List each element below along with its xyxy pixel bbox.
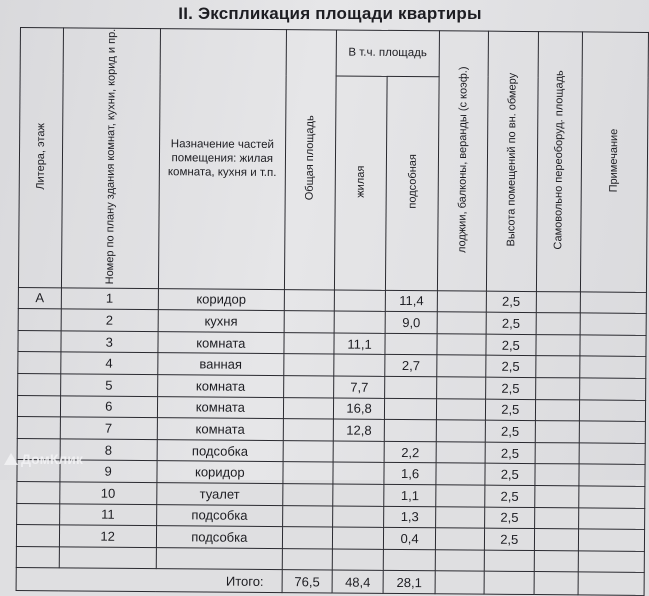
cell-purpose: коридор (158, 288, 284, 311)
cell-living-area (334, 290, 386, 312)
cell-total-area (283, 419, 333, 441)
cell-aux-area: 2,2 (384, 441, 436, 463)
cell-purpose: подсобка (156, 526, 282, 549)
cell-living-area: 11,1 (334, 333, 386, 355)
cell-aux-area (384, 549, 436, 571)
cell-note (579, 421, 645, 443)
cell-loggia (436, 463, 485, 485)
cell-living-area (333, 462, 385, 484)
cell-unauthorized (535, 464, 579, 486)
cell-note (580, 292, 646, 314)
cell-living-area (333, 484, 385, 506)
totals-unauthorized (534, 572, 578, 595)
cell-living-area (333, 441, 385, 463)
cell-height: 2,5 (485, 485, 535, 507)
cell-litera (18, 374, 61, 396)
cell-height: 2,5 (485, 442, 535, 464)
cell-total-area (283, 397, 333, 419)
totals-label: Итого: (16, 568, 282, 593)
header-note: Примечание (580, 32, 648, 292)
cell-aux-area: 11,4 (386, 290, 438, 312)
cell-purpose: подсобка (157, 439, 283, 462)
header-purpose: Назначение частей помещения: жилая комната, кухня и т.п. (158, 29, 286, 290)
cell-purpose: комната (157, 418, 283, 441)
cell-height: 2,5 (486, 312, 536, 334)
cell-loggia (437, 355, 486, 377)
header-room-number: Номер по плану здания комнат, кухни, корид и пр. (61, 28, 160, 288)
cell-aux-area: 0,4 (384, 528, 436, 550)
cell-unauthorized (536, 291, 580, 313)
cell-height: 2,5 (485, 464, 535, 486)
house-logo-icon (4, 453, 18, 465)
cell-loggia (435, 550, 484, 572)
cell-note (579, 400, 645, 422)
cell-height: 2,5 (485, 399, 535, 421)
header-litera: Литера, этаж (18, 28, 63, 288)
cell-room-number: 4 (60, 352, 157, 374)
totals-height (484, 572, 534, 595)
cell-room-number: 9 (60, 460, 157, 482)
cell-total-area (284, 376, 334, 398)
cell-litera (17, 395, 60, 417)
cell-room-number: 3 (61, 331, 158, 353)
cell-room-number: 8 (60, 439, 157, 461)
cell-total-area (283, 440, 333, 462)
cell-unauthorized (535, 399, 579, 421)
cell-purpose: комната (157, 375, 283, 398)
cell-total-area (284, 311, 334, 333)
cell-litera (18, 330, 61, 352)
cell-purpose (156, 547, 282, 570)
cell-total-area (282, 548, 332, 570)
cell-unauthorized (535, 442, 579, 464)
totals-row (16, 568, 644, 596)
cell-total-area (282, 527, 332, 549)
domclick-watermark (4, 451, 83, 467)
cell-unauthorized (535, 356, 579, 378)
cell-unauthorized (536, 334, 580, 356)
cell-purpose: комната (157, 396, 283, 419)
explication-table (16, 27, 649, 596)
cell-note (580, 356, 646, 378)
cell-height: 2,5 (485, 420, 535, 442)
cell-note (580, 313, 646, 335)
totals-total-area: 76,5 (282, 570, 332, 593)
cell-purpose: подсобка (156, 504, 282, 527)
cell-height: 2,5 (486, 356, 536, 378)
watermark-text: ДомКлик (21, 451, 83, 467)
cell-total-area (284, 332, 334, 354)
cell-room-number: 7 (60, 417, 157, 439)
cell-loggia (436, 377, 485, 399)
cell-aux-area: 1,3 (384, 506, 436, 528)
cell-room-number: 1 (61, 287, 158, 309)
cell-living-area: 7,7 (333, 376, 385, 398)
cell-height (484, 550, 534, 572)
cell-aux-area: 1,1 (384, 484, 436, 506)
cell-loggia (437, 290, 486, 312)
cell-aux-area: 9,0 (385, 312, 437, 334)
cell-purpose: комната (158, 331, 284, 354)
cell-unauthorized (534, 507, 578, 529)
cell-height: 2,5 (486, 291, 536, 313)
cell-aux-area (385, 333, 437, 355)
cell-aux-area: 1,6 (384, 463, 436, 485)
cell-loggia (437, 334, 486, 356)
cell-aux-area (385, 420, 437, 442)
cell-living-area (334, 354, 386, 376)
header-loggias: лоджии, балконы, веранды (с коэф.) (437, 31, 488, 291)
totals-loggia (435, 571, 484, 594)
cell-unauthorized (536, 313, 580, 335)
document-title: II. Экспликация площади квартиры (178, 4, 482, 23)
cell-litera (17, 417, 60, 439)
cell-purpose: кухня (158, 310, 284, 333)
cell-purpose: коридор (157, 461, 283, 484)
cell-total-area (283, 462, 333, 484)
cell-note (579, 378, 645, 400)
cell-height: 2,5 (485, 377, 535, 399)
cell-aux-area (385, 398, 437, 420)
cell-height: 2,5 (486, 334, 536, 356)
cell-aux-area: 2,7 (385, 355, 437, 377)
cell-room-number: 5 (60, 374, 157, 396)
cell-aux-area (385, 376, 437, 398)
cell-room-number: 6 (60, 395, 157, 417)
table-body (16, 287, 646, 596)
cell-total-area (283, 484, 333, 506)
cell-height: 2,5 (484, 507, 534, 529)
cell-note (579, 464, 645, 486)
totals-aux-area: 28,1 (383, 571, 435, 594)
cell-purpose: ванная (157, 353, 283, 376)
cell-total-area (284, 354, 334, 376)
cell-living-area (332, 527, 384, 549)
cell-litera (17, 503, 60, 525)
cell-purpose: туалет (156, 483, 282, 506)
cell-litera (16, 546, 59, 568)
cell-unauthorized (535, 378, 579, 400)
totals-note (578, 572, 644, 596)
cell-total-area (283, 505, 333, 527)
cell-unauthorized (534, 486, 578, 508)
header-height: Высота помещений по вн. обмеру (486, 31, 538, 291)
cell-note (578, 529, 644, 551)
cell-living-area (332, 506, 384, 528)
cell-loggia (435, 528, 484, 550)
cell-litera: А (18, 287, 61, 309)
header-living: жилая (334, 76, 387, 290)
cell-living-area: 16,8 (333, 398, 385, 420)
cell-living-area (334, 311, 386, 333)
cell-unauthorized (534, 529, 578, 551)
cell-living-area (332, 549, 384, 571)
cell-note (579, 443, 645, 465)
cell-room-number: 2 (61, 309, 158, 331)
cell-litera (18, 309, 61, 331)
cell-total-area (284, 289, 334, 311)
cell-note (579, 486, 645, 508)
header-total-area: Общая площадь (284, 30, 336, 290)
cell-note (578, 507, 644, 529)
cell-note (578, 551, 644, 573)
cell-loggia (436, 442, 485, 464)
cell-height: 2,5 (484, 528, 534, 550)
cell-loggia (435, 506, 484, 528)
cell-litera (17, 481, 60, 503)
cell-litera (18, 352, 61, 374)
cell-loggia (436, 485, 485, 507)
header-unauthorized: Самовольно переоборуд. площадь (536, 32, 582, 292)
cell-room-number: 12 (59, 525, 156, 547)
totals-living-area: 48,4 (332, 570, 384, 593)
cell-loggia (436, 420, 485, 442)
cell-note (580, 335, 646, 357)
header-including-area: В т.ч. площадь (336, 30, 439, 76)
cell-litera (16, 525, 59, 547)
cell-unauthorized (535, 421, 579, 443)
cell-unauthorized (534, 550, 578, 572)
cell-room-number: 11 (59, 503, 156, 525)
cell-room-number (59, 547, 156, 569)
cell-loggia (436, 398, 485, 420)
cell-room-number: 10 (59, 482, 156, 504)
cell-living-area: 12,8 (333, 419, 385, 441)
table-header (18, 28, 648, 293)
cell-loggia (437, 312, 486, 334)
header-auxiliary: подсобная (386, 76, 439, 290)
